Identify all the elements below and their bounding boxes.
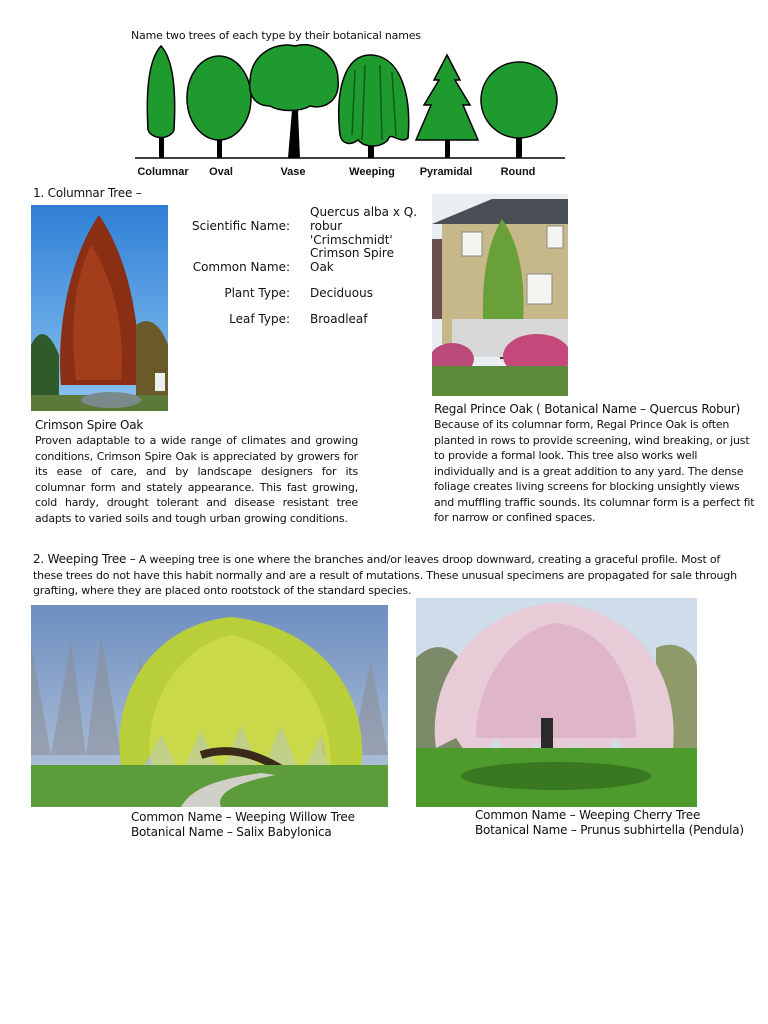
leaf-type-value: Broadleaf	[310, 312, 368, 326]
scientific-name-value: Quercus alba x Q. robur 'Crimschmidt'	[310, 205, 418, 247]
oval-tree-icon	[187, 56, 251, 158]
cherry-common-name: Common Name – Weeping Cherry Tree	[475, 808, 701, 822]
crimson-spire-oak-description: Proven adaptable to a wide range of climates and growing conditions, Crimson Spire Oak is appreciated by growers for its ease of care, and by landscape designers for its columnar form and stately appearance. This fast growing, cold hardy, drought tolerant and disease resistant tree adapts to varied soils and tough urban growing conditions.	[35, 434, 358, 525]
cherry-caption	[475, 808, 744, 838]
regal-prince-oak-title: Regal Prince Oak ( Botanical Name – Quercus Robur)	[434, 402, 741, 416]
shape-label-weeping: Weeping	[349, 166, 395, 178]
pyramidal-tree-icon	[416, 55, 478, 158]
willow-common-name: Common Name – Weeping Willow Tree	[131, 810, 355, 824]
crimson-spire-oak-photo	[31, 205, 168, 411]
scientific-name-label: Scientific Name:	[192, 219, 290, 233]
common-name-label: Common Name:	[192, 260, 290, 274]
instruction-text: Name two trees of each type by their botanical names	[131, 29, 421, 42]
section2-intro: A weeping tree is one where the branches and/or leaves droop downward, creating a graceful profile. Most of these trees do not have this habit normally and are a result of mutations. These unusual specimens are propagated for sale through grafting, where they are placed onto rootstock of the standard species.	[33, 553, 737, 597]
common-name-value: Crimson Spire Oak	[310, 246, 394, 274]
weeping-tree-icon	[339, 55, 409, 158]
shape-label-columnar: Columnar	[137, 166, 189, 178]
section2-heading: 2. Weeping Tree –	[33, 552, 136, 566]
plant-type-value: Deciduous	[310, 286, 373, 300]
willow-botanical-name: Botanical Name – Salix Babylonica	[131, 825, 332, 839]
leaf-type-label: Leaf Type:	[229, 312, 290, 326]
shape-label-round: Round	[500, 166, 536, 178]
vase-tree-icon	[250, 45, 339, 158]
tree-shapes-illustration	[130, 40, 570, 185]
shape-label-oval: Oval	[209, 166, 233, 178]
plant-type-label: Plant Type:	[224, 286, 290, 300]
round-tree-icon	[481, 62, 557, 158]
weeping-tree-intro-block	[33, 552, 738, 599]
willow-caption	[131, 810, 355, 840]
regal-prince-oak-photo	[432, 194, 568, 396]
weeping-willow-photo	[31, 605, 388, 807]
columnar-tree-icon	[147, 46, 174, 158]
regal-prince-oak-description: Because of its columnar form, Regal Prince Oak is often planted in rows to provide screening, wind breaking, or just to provide a formal look. This tree also works well individually and is a great addition to any yard. The dense foliage creates living screens for blocking unsightly views and muffling traffic sounds. Its columnar form is a perfect fit for narrow or confined spaces.	[434, 418, 755, 524]
shape-label-pyramidal: Pyramidal	[419, 166, 473, 178]
weeping-cherry-photo	[416, 598, 697, 807]
cherry-botanical-name: Botanical Name – Prunus subhirtella (Pendula)	[475, 823, 744, 837]
crimson-spire-oak-title: Crimson Spire Oak	[35, 418, 144, 432]
shape-label-vase: Vase	[280, 166, 306, 178]
section1-heading: 1. Columnar Tree –	[33, 186, 142, 200]
